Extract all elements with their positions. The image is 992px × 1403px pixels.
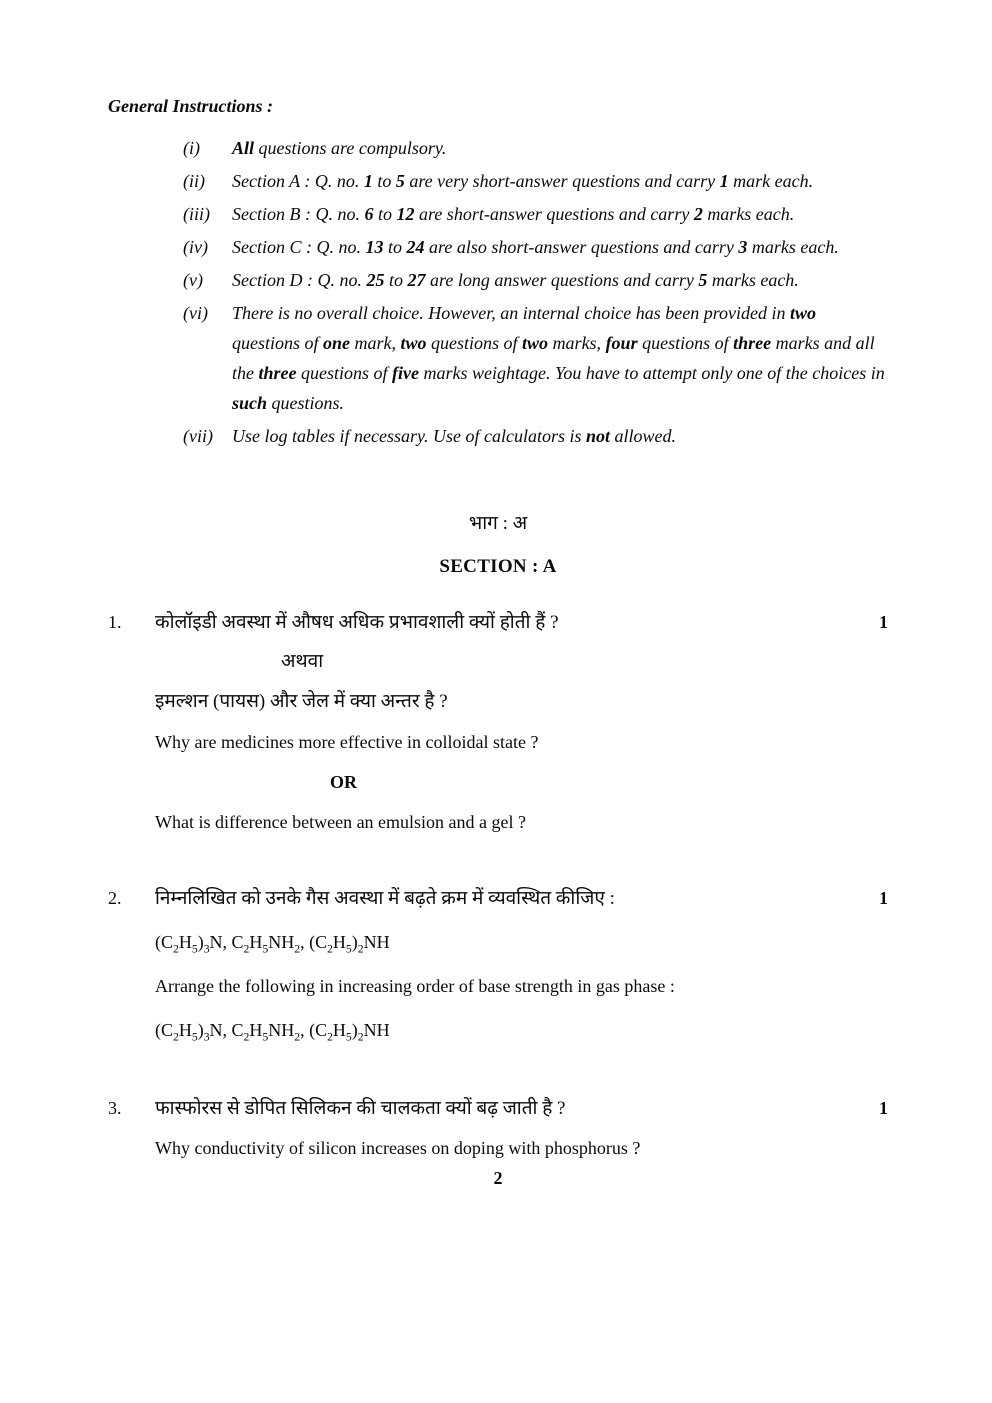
question-text-hindi: निम्नलिखित को उनके गैस अवस्था में बढ़ते क्रम में व्यवस्थित कीजिए : xyxy=(155,888,615,909)
instruction-text: There is no overall choice. However, an internal choice has been provided in two questions of one mark, two questions of two marks, four questions of three marks and all the three questions of five marks weightage. You have to attempt only one of the choices in such questions. xyxy=(232,303,885,413)
instruction-number: (i) xyxy=(183,138,200,158)
marks-value: 1 xyxy=(879,612,888,632)
marks-value: 1 xyxy=(879,1098,888,1118)
question-2-row xyxy=(108,884,888,910)
instruction-number: (vii) xyxy=(183,426,213,446)
question-number: 3. xyxy=(108,1098,122,1118)
instruction-item-v xyxy=(183,265,888,295)
instruction-item-i xyxy=(183,133,888,163)
instruction-item-ii xyxy=(183,166,888,196)
question-1 xyxy=(108,608,888,834)
question-text-english: Arrange the following in increasing order of base strength in gas phase : xyxy=(155,976,675,996)
chemical-formula: $(C_2H_5)_3N$, $C_2H_5NH_2$, $(C_2H_5)_2NH$ xyxy=(155,1020,390,1044)
question-2 xyxy=(108,884,888,1042)
question-3 xyxy=(108,1094,888,1160)
instruction-number: (vi) xyxy=(183,303,208,323)
instruction-number: (iii) xyxy=(183,204,210,224)
instruction-number: (v) xyxy=(183,270,203,290)
question-number: 1. xyxy=(108,612,122,632)
instruction-number: (iv) xyxy=(183,237,208,257)
question-text-english: Why conductivity of silicon increases on doping with phosphorus ? xyxy=(155,1138,641,1158)
instruction-item-iii xyxy=(183,199,888,229)
chemical-formula: $(C_2H_5)_3N$, $C_2H_5NH_2$, $(C_2H_5)_2NH$ xyxy=(155,932,390,956)
question-text-hindi: कोलॉइडी अवस्था में औषध अधिक प्रभावशाली क्यों होती हैं ? xyxy=(155,612,559,633)
instruction-text: Use log tables if necessary. Use of calculators is not allowed. xyxy=(232,426,676,446)
question-alt-text-hindi: इमल्शन (पायस) और जेल में क्या अन्तर है ? xyxy=(155,691,448,712)
question-1-row xyxy=(108,608,888,634)
section-a-heading: SECTION : A xyxy=(439,556,557,577)
instruction-text: Section D : Q. no. 25 to 27 are long answer questions and carry 5 marks each. xyxy=(232,270,799,290)
part-heading-hindi: भाग : अ xyxy=(468,513,528,534)
question-number: 2. xyxy=(108,888,122,908)
instruction-item-iv xyxy=(183,232,888,262)
instruction-text: Section C : Q. no. 13 to 24 are also short-answer questions and carry 3 marks each. xyxy=(232,237,839,257)
instruction-item-vi xyxy=(183,298,888,418)
general-instructions-heading: General Instructions : xyxy=(108,96,274,116)
instruction-text: Section A : Q. no. 1 to 5 are very short-answer questions and carry 1 mark each. xyxy=(232,171,814,191)
question-3-row xyxy=(108,1094,888,1120)
page-number: 2 xyxy=(493,1168,503,1188)
marks-value: 1 xyxy=(879,888,888,908)
or-label-hindi: अथवा xyxy=(281,651,324,672)
question-text-english: Why are medicines more effective in colloidal state ? xyxy=(155,732,539,752)
question-text-hindi: फास्फोरस से डोपित सिलिकन की चालकता क्यों बढ़ जाती है ? xyxy=(155,1098,566,1119)
instructions-list xyxy=(108,133,888,451)
instruction-text: All questions are compulsory. xyxy=(232,138,447,158)
question-alt-text-english: What is difference between an emulsion and a gel ? xyxy=(155,812,527,832)
instruction-item-vii xyxy=(183,421,888,451)
instruction-number: (ii) xyxy=(183,171,205,191)
or-label-english: OR xyxy=(330,772,357,792)
instruction-text: Section B : Q. no. 6 to 12 are short-answer questions and carry 2 marks each. xyxy=(232,204,795,224)
